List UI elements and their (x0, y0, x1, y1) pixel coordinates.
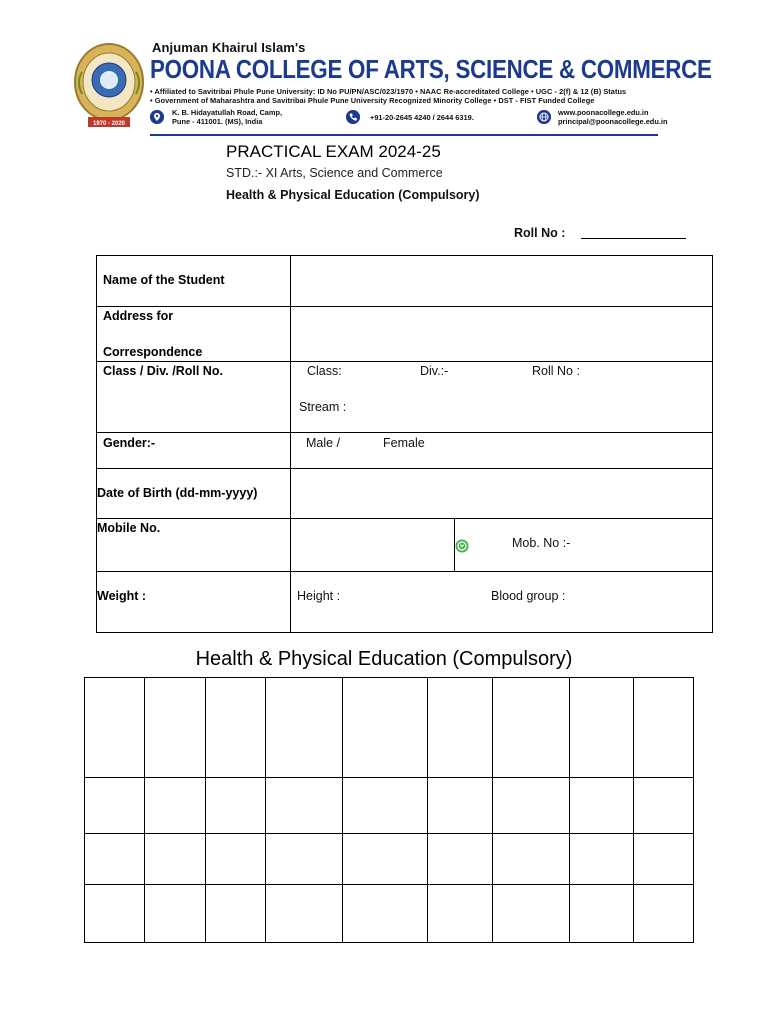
marks-table-cell[interactable] (85, 834, 145, 885)
college-address: K. B. Hidayatullah Road, Camp, Pune - 411001. (MS), India (172, 108, 283, 126)
seal-years: 1970 - 2020 (92, 121, 126, 127)
dob-label: Date of Birth (dd-mm-yyyy) (97, 486, 258, 500)
exam-title: PRACTICAL EXAM 2024-25 (226, 142, 441, 161)
marks-table-cell[interactable] (206, 678, 266, 778)
address-label-line1: Address for (103, 309, 174, 323)
marks-table-cell[interactable] (428, 678, 493, 778)
marks-table-cell[interactable] (428, 778, 493, 834)
whatsapp-icon (455, 539, 469, 553)
marks-table-cell[interactable] (206, 885, 266, 943)
location-icon (150, 110, 164, 124)
gender-male-option[interactable]: Male / (306, 436, 341, 450)
marks-table-cell[interactable] (428, 834, 493, 885)
marks-table-cell[interactable] (570, 778, 634, 834)
marks-table-cell[interactable] (493, 778, 570, 834)
class-field[interactable]: Class: (307, 364, 342, 378)
marks-table-cell[interactable] (343, 778, 428, 834)
roll-field[interactable]: Roll No : (532, 364, 580, 378)
marks-table-cell[interactable] (145, 885, 206, 943)
marks-table-cell[interactable] (206, 778, 266, 834)
marks-table-cell[interactable] (266, 885, 343, 943)
marks-table-cell[interactable] (85, 885, 145, 943)
exam-standard: STD.:- XI Arts, Science and Commerce (226, 166, 443, 180)
div-field[interactable]: Div.:- (420, 364, 449, 378)
marks-table-cell[interactable] (493, 678, 570, 778)
marks-table-cell[interactable] (343, 885, 428, 943)
row-divider (97, 571, 712, 572)
row-divider (97, 361, 712, 362)
marks-table (84, 677, 694, 943)
marks-table-cell[interactable] (570, 678, 634, 778)
row-divider (97, 432, 712, 433)
marks-table-cell[interactable] (145, 834, 206, 885)
blood-group-field[interactable]: Blood group : (491, 589, 566, 603)
college-phone: +91-20-2645 4240 / 2644 6319. (370, 113, 474, 122)
mobile-label: Mobile No. (97, 521, 161, 535)
marks-table-cell[interactable] (428, 885, 493, 943)
marks-table-cell[interactable] (85, 678, 145, 778)
gender-female-option[interactable]: Female (383, 436, 425, 450)
mobile-field[interactable] (291, 519, 453, 571)
marks-table-cell[interactable] (85, 778, 145, 834)
marks-table-cell[interactable] (634, 834, 694, 885)
class-div-roll-label: Class / Div. /Roll No. (103, 364, 223, 378)
address-field[interactable] (291, 307, 711, 361)
college-letterhead (70, 38, 712, 136)
whatsapp-mobile-field[interactable]: Mob. No :- (512, 536, 571, 550)
marks-table-cell[interactable] (570, 834, 634, 885)
gender-label: Gender:- (103, 436, 156, 450)
exam-subject: Health & Physical Education (Compulsory) (226, 188, 480, 202)
marks-table-cell[interactable] (266, 834, 343, 885)
marks-table-cell[interactable] (570, 885, 634, 943)
college-website[interactable]: www.poonacollege.edu.in (558, 108, 649, 117)
marks-table-cell[interactable] (145, 678, 206, 778)
height-field[interactable]: Height : (297, 589, 341, 603)
college-email[interactable]: principal@poonacollege.edu.in (558, 116, 668, 126)
marks-table-cell[interactable] (493, 885, 570, 943)
society-name: Anjuman Khairul Islam's (152, 40, 306, 55)
college-seal-logo (72, 42, 146, 130)
recognition-line: • Government of Maharashtra and Savitribai Phule Pune University Recognized Minority College • DST - FIST Funded College (150, 96, 595, 105)
marks-table-cell[interactable] (634, 885, 694, 943)
address-label-line2: Correspondence (103, 345, 203, 359)
header-divider (150, 134, 658, 136)
weight-label: Weight : (97, 589, 147, 603)
college-name: POONA COLLEGE OF ARTS, SCIENCE & COMMERCE (150, 54, 712, 84)
marks-table-cell[interactable] (493, 834, 570, 885)
stream-field[interactable]: Stream : (299, 400, 347, 414)
marks-table-cell[interactable] (266, 678, 343, 778)
marks-table-cell[interactable] (266, 778, 343, 834)
affiliation-line: • Affiliated to Savitribai Phule Pune University: ID No PU/PN/ASC/023/1970 • NAAC Re-accreditated College • UGC - 2(f) & 12 (B) Status (150, 87, 627, 96)
dob-field[interactable] (291, 469, 711, 518)
marks-table-title: Health & Physical Education (Compulsory) (195, 648, 573, 670)
marks-table-cell[interactable] (206, 834, 266, 885)
roll-no-label: Roll No : (514, 226, 566, 240)
roll-no-blank[interactable] (581, 238, 686, 239)
name-field[interactable] (291, 257, 711, 306)
name-label: Name of the Student (103, 273, 225, 287)
globe-icon (537, 110, 551, 124)
phone-icon (346, 110, 360, 124)
college-web-contact (558, 109, 667, 126)
marks-table-cell[interactable] (634, 778, 694, 834)
marks-table-cell[interactable] (343, 834, 428, 885)
marks-table-cell[interactable] (145, 778, 206, 834)
student-details-form (96, 255, 713, 633)
marks-table-cell[interactable] (343, 678, 428, 778)
marks-table-cell[interactable] (634, 678, 694, 778)
